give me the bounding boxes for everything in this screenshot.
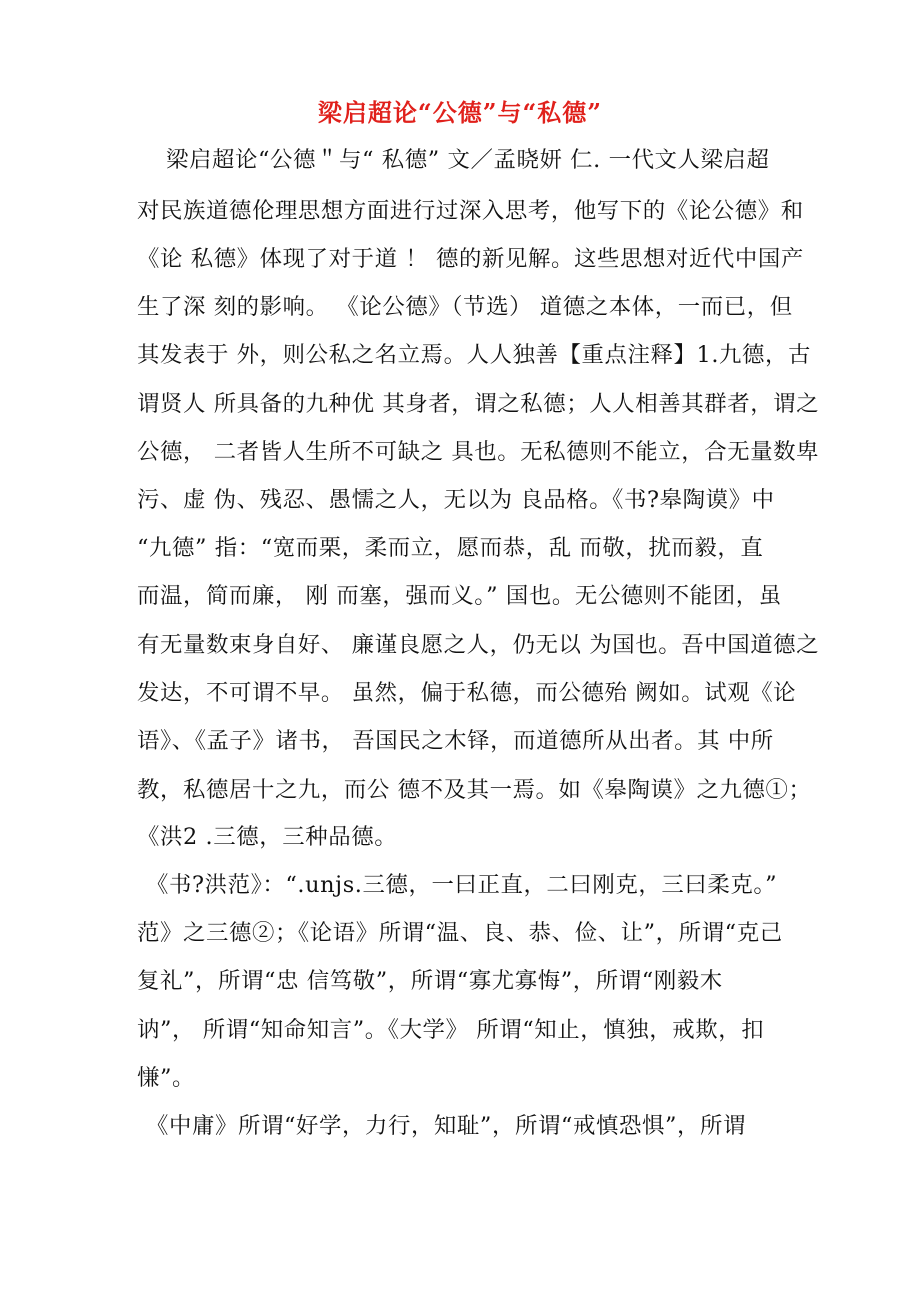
text-line: 生了深 刻的影响。 《论公德》（节选） 道德之本体，一而已，但: [137, 294, 793, 320]
text-line: 谓贤人 所具备的九种优 其身者，谓之私德；人人相善其群者，谓之: [137, 391, 820, 417]
text-line: 慊”。: [137, 1065, 196, 1091]
text-line: 《中庸》所谓“好学，力行，知耻”，所谓“戒慎恐惧”，所谓: [146, 1113, 746, 1139]
text-line: 发达，不可谓不早。 虽然，偏于私德，而公德殆 阙如。试观《论: [137, 680, 797, 706]
text-line: 而温，简而廉， 刚 而塞，强而义。” 国也。无公德则不能团，虽: [137, 583, 782, 609]
text-line: 《书?洪范》：“.unjs.三德，一曰正直，二曰刚克，三曰柔克。”: [146, 872, 778, 898]
text-line: 讷”， 所谓“知命知言”。《大学》 所谓“知止，慎独，戒欺，扣: [137, 1017, 765, 1043]
text-line: 教，私德居十之九，而公 德不及其一焉。如《皋陶谟》之九德①；: [137, 777, 812, 803]
text-line: 范》之三德②；《论语》所谓“温、良、恭、俭、让”，所谓“克己: [137, 920, 783, 946]
text-line: 其发表于 外，则公私之名立焉。人人独善【重点注释】1.九德，古: [137, 342, 812, 368]
text-line: 对民族道德伦理思想方面进行过深入思考，他写下的《论公德》和: [137, 198, 804, 224]
text-line: 有无量数束身自好、 廉谨良愿之人，仍无以 为国也。吾中国道德之: [137, 632, 820, 658]
text-line: 污、虚 伪、残忍、愚懦之人，无以为 良品格。《书?皋陶谟》中: [137, 487, 775, 513]
text-line: 梁启超论“公德＂与“ 私德” 文／孟晓妍 仁. 一代文人梁启超: [166, 147, 770, 173]
text-line: 《洪2 .三德，三种品德。: [137, 824, 398, 850]
text-line: 《论 私德》体现了对于道 ！ 德的新见解。这些思想对近代中国产: [137, 246, 804, 272]
text-line: 公德， 二者皆人生所不可缺之 具也。无私德则不能立，合无量数卑: [137, 439, 820, 465]
text-line: 复礼”，所谓“忠 信笃敬”，所谓“寡尤寡悔”，所谓“刚毅木: [137, 968, 723, 994]
text-line: 语》、《孟子》诸书， 吾国民之木铎，而道德所从出者。其 中所: [137, 728, 774, 754]
document-title: 梁启超论“公德”与“私德”: [317, 98, 603, 127]
text-line: “九德” 指：“宽而栗，柔而立，愿而恭，乱 而敬，扰而毅，直: [137, 535, 764, 561]
